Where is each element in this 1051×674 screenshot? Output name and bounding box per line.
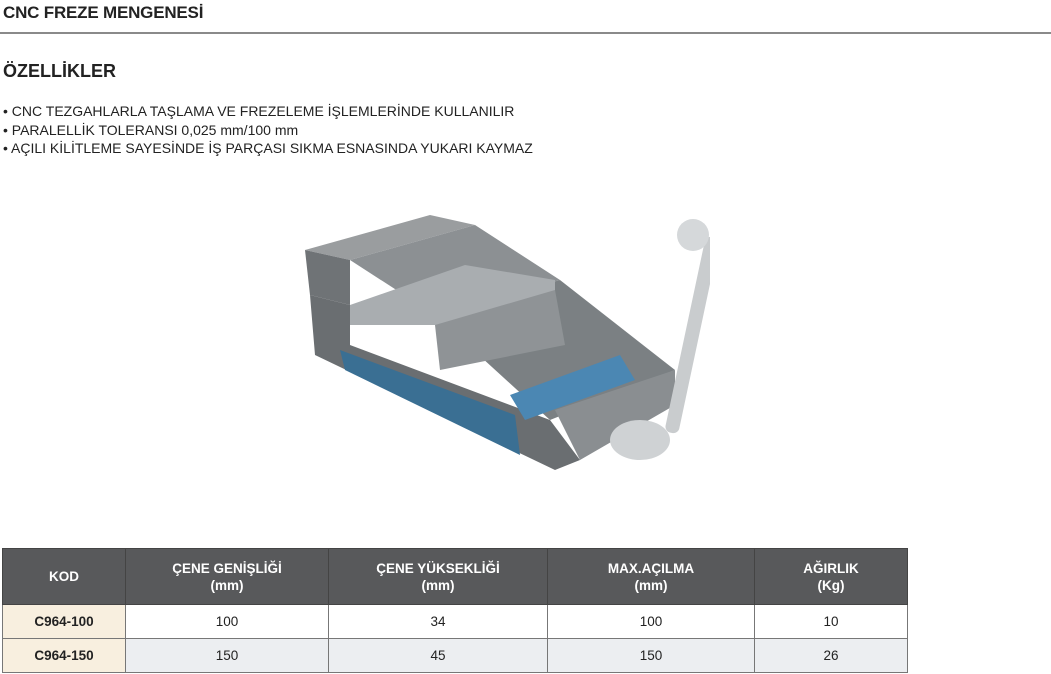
cell-kod: C964-150 [3, 639, 126, 673]
feature-item: • CNC TEZGAHLARLA TAŞLAMA VE FREZELEME İŞLEMLERİNDE KULLANILIR [3, 102, 533, 121]
cell-max-opening: 100 [548, 605, 755, 639]
feature-item: • PARALELLİK TOLERANSI 0,025 mm/100 mm [3, 121, 533, 140]
table-row [3, 605, 908, 639]
cnc-vise-image [290, 205, 710, 480]
table-row [3, 639, 908, 673]
section-title: ÖZELLİKLER [3, 61, 116, 81]
spec-table [2, 548, 908, 673]
page-title: CNC FREZE MENGENESİ [3, 3, 204, 22]
header-kod: KOD [3, 549, 126, 605]
cell-weight: 26 [755, 639, 908, 673]
header-jaw-width: ÇENE GENİŞLİĞİ (mm) [126, 549, 329, 605]
cell-max-opening: 150 [548, 639, 755, 673]
header-weight: AĞIRLIK (Kg) [755, 549, 908, 605]
cell-jaw-height: 45 [329, 639, 548, 673]
header-max-opening: MAX.AÇILMA (mm) [548, 549, 755, 605]
feature-item: • AÇILI KİLİTLEME SAYESİNDE İŞ PARÇASI SIKMA ESNASINDA YUKARI KAYMAZ [3, 139, 533, 158]
cell-jaw-width: 150 [126, 639, 329, 673]
cell-weight: 10 [755, 605, 908, 639]
title-divider [0, 32, 1051, 34]
cell-kod: C964-100 [3, 605, 126, 639]
cell-jaw-width: 100 [126, 605, 329, 639]
cell-jaw-height: 34 [329, 605, 548, 639]
feature-list [3, 102, 533, 158]
header-jaw-height: ÇENE YÜKSEKLİĞİ (mm) [329, 549, 548, 605]
table-header-row [3, 549, 908, 605]
